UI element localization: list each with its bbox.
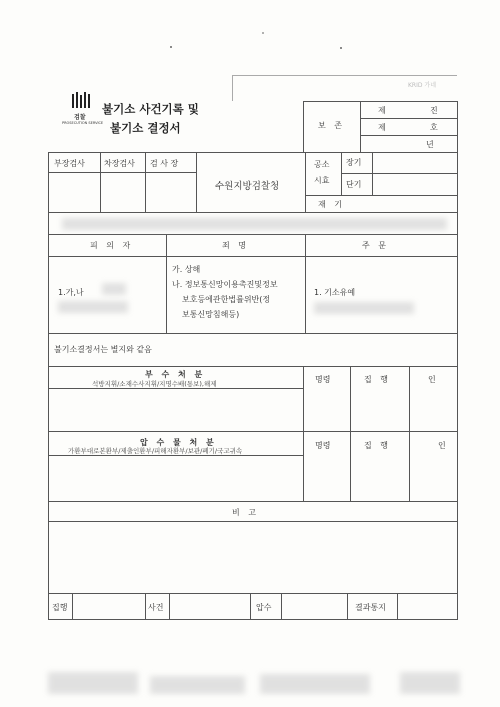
remarks-hdr-bottom (48, 521, 458, 522)
dot-3 (340, 47, 342, 49)
attached-seal: 인 (428, 375, 436, 384)
dot-1 (170, 46, 172, 48)
bottom-redacted-4 (400, 672, 460, 694)
header-order: 주 문 (362, 241, 389, 250)
ghost-line (232, 75, 457, 76)
case-bottom (48, 333, 458, 334)
seized-sub (48, 455, 303, 456)
seized-bottom (48, 501, 458, 502)
approve-v2 (145, 152, 146, 212)
footer-jiphaeng: 집행 (52, 603, 68, 612)
seized-v2 (350, 431, 351, 502)
suspect-redacted-1 (102, 283, 126, 295)
seized-title: 압 수 물 처 분 (140, 438, 217, 447)
attached-exec: 집 행 (364, 375, 391, 384)
siho-label: 시효 (314, 176, 330, 185)
remarks-label: 비 고 (232, 508, 259, 517)
charge-line-1: 가. 상해 (172, 265, 201, 274)
office-name: 수원지방검찰청 (215, 181, 280, 192)
footer-v5 (281, 593, 282, 620)
dangi-label: 단기 (346, 180, 362, 189)
header-charge: 죄 명 (222, 241, 249, 250)
seized-exec: 집 행 (364, 441, 391, 450)
seized-order: 명령 (315, 441, 331, 450)
title-line2: 불기소 결정서 (110, 121, 181, 135)
preserve-div (360, 101, 361, 153)
preserve-h1 (360, 118, 458, 119)
attached-bottom (48, 431, 458, 432)
dot-2 (262, 32, 264, 34)
bottom-redacted-3 (260, 674, 370, 694)
footer-v7 (397, 593, 398, 620)
approve-h-re (305, 195, 458, 196)
approve-h-sh (341, 173, 458, 174)
bottom-redacted-1 (48, 672, 138, 694)
suspect-value: 1.가,나 (58, 288, 84, 297)
attached-sub (48, 388, 303, 389)
decision-note: 불기소결정서는 별지와 같음 (54, 345, 152, 354)
order-redacted (314, 302, 414, 314)
prosecution-logo (71, 92, 93, 110)
preserve-h2 (360, 135, 458, 136)
order-value: 1. 기소유예 (314, 288, 356, 297)
footer-v3 (169, 593, 170, 620)
header-suspect: 피 의 자 (90, 241, 134, 250)
redacted-row (62, 218, 447, 230)
footer-apsu: 압수 (256, 603, 272, 612)
attached-top (48, 366, 458, 367)
seized-v1 (303, 431, 304, 502)
attached-sub: 석방지휘/소재수사지휘/지명수배(통보),해제 (92, 380, 217, 388)
approval-head: 검 사 장 (150, 159, 179, 168)
seized-sub: 가환부대로본환부/제출인환부/피해자환부/보관/폐기/국고귀속 (68, 447, 243, 455)
preserve-je1: 제 (378, 106, 386, 115)
ghost-text: KRID 가네 (408, 82, 436, 89)
preserve-top (303, 101, 458, 102)
footer-v6 (347, 593, 348, 620)
preserve-ho: 호 (430, 123, 438, 132)
approval-chief: 부장검사 (54, 159, 85, 168)
preserve-left (303, 101, 304, 153)
charge-line-3: 보호등에관한법률위반(정 (182, 295, 271, 304)
approve-v1 (100, 152, 101, 212)
attached-v2 (350, 366, 351, 431)
suspect-redacted-2 (58, 301, 128, 313)
jegi-label: 재 기 (318, 200, 345, 209)
seized-v3 (409, 431, 410, 502)
approve-v3 (196, 152, 197, 212)
redact-bottom (48, 234, 458, 235)
attached-title: 부 수 처 분 (145, 370, 206, 379)
preserve-nyeon: 년 (426, 140, 434, 149)
preserve-label: 보 존 (318, 121, 345, 130)
col-v1 (166, 234, 167, 333)
logo-sub: PROSECUTION SERVICE (62, 121, 104, 125)
border-left (48, 152, 49, 620)
attached-order: 명령 (315, 375, 331, 384)
ghost-vline (232, 75, 233, 101)
attached-v3 (409, 366, 410, 431)
footer-gyeolgwa: 결과통지 (355, 603, 386, 612)
charge-line-2: 나. 정보통신망이용촉진및정보 (172, 280, 278, 289)
janggi-label: 장기 (346, 158, 362, 167)
hdr-bottom (48, 256, 458, 257)
footer-v2 (145, 593, 146, 620)
border-top (48, 152, 458, 153)
approve-v4 (305, 152, 306, 212)
preserve-jin: 진 (430, 106, 438, 115)
attached-v1 (303, 366, 304, 431)
charge-line-4: 보통신망침해등) (182, 310, 240, 319)
preserve-je2: 제 (378, 123, 386, 132)
seized-seal: 인 (438, 441, 446, 450)
approve-bottom (48, 212, 458, 213)
title-line1: 불기소 사건기록 및 (102, 102, 199, 116)
gongso-label: 공소 (314, 160, 330, 169)
footer-v4 (250, 593, 251, 620)
approve-h-in (48, 172, 196, 173)
logo-text: 검찰 (74, 114, 86, 121)
bottom-redacted-2 (150, 676, 245, 694)
footer-v1 (72, 593, 73, 620)
col-v2 (305, 234, 306, 333)
approval-deputy: 차장검사 (104, 159, 135, 168)
footer-sageon: 사건 (148, 603, 164, 612)
border-right (457, 101, 458, 620)
